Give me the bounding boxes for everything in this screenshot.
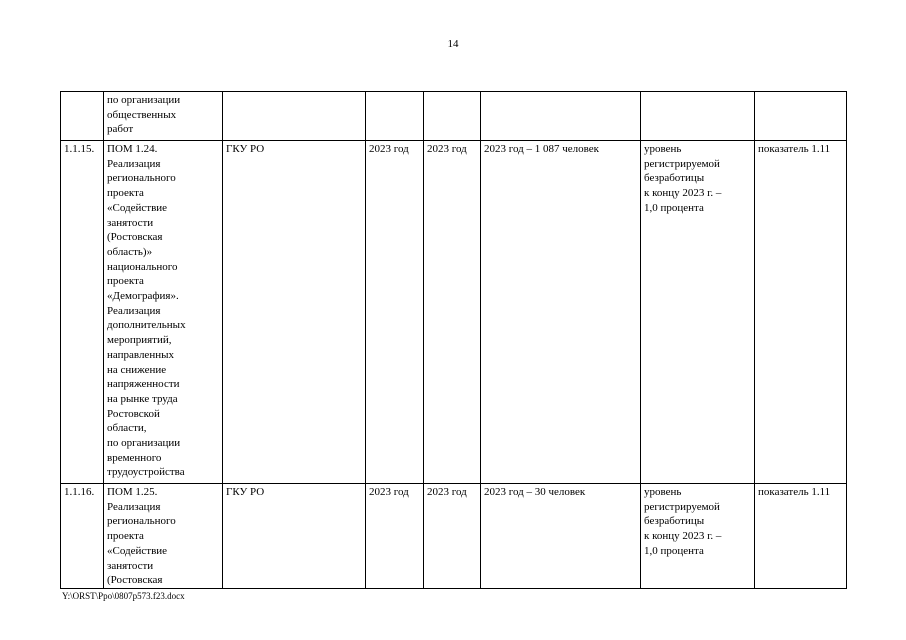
page-number: 14: [447, 38, 459, 50]
expected-result: 2023 год – 30 человек: [481, 484, 641, 589]
start-date: [366, 92, 424, 141]
row-number: [61, 92, 104, 141]
executor: ГКУ РО: [223, 484, 366, 589]
expected-result: [481, 92, 641, 141]
event-name: по организации общественных работ: [104, 92, 223, 141]
table-row: [61, 141, 847, 484]
executor: [223, 92, 366, 141]
indicator-text: уровень регистрируемой безработицы к концу 2023 г. – 1,0 процента: [641, 484, 755, 589]
end-date: 2023 год: [424, 141, 481, 484]
table-row: [61, 92, 847, 141]
start-date: 2023 год: [366, 141, 424, 484]
row-number: 1.1.16.: [61, 484, 104, 589]
end-date: 2023 год: [424, 484, 481, 589]
measures-table: [60, 91, 847, 589]
indicator-text: уровень регистрируемой безработицы к концу 2023 г. – 1,0 процента: [641, 141, 755, 484]
end-date: [424, 92, 481, 141]
indicator-link: [755, 92, 847, 141]
executor: ГКУ РО: [223, 141, 366, 484]
expected-result: 2023 год – 1 087 человек: [481, 141, 641, 484]
indicator-link: показатель 1.11: [755, 484, 847, 589]
row-number: 1.1.15.: [61, 141, 104, 484]
table-row: [61, 484, 847, 589]
indicator-text: [641, 92, 755, 141]
indicator-link: показатель 1.11: [755, 141, 847, 484]
start-date: 2023 год: [366, 484, 424, 589]
event-name: ПОМ 1.24. Реализация регионального проекта «Содействие занятости (Ростовская область)» национального проекта «Демография». Реализация дополнительных мероприятий, направленных на снижение напряженности на рынке труда Ростовской области, по организации временного трудоустройства: [104, 141, 223, 484]
event-name: ПОМ 1.25. Реализация регионального проекта «Содействие занятости (Ростовская: [104, 484, 223, 589]
file-path-footer: Y:\ORST\Ppo\0807p573.f23.docx: [62, 591, 185, 601]
